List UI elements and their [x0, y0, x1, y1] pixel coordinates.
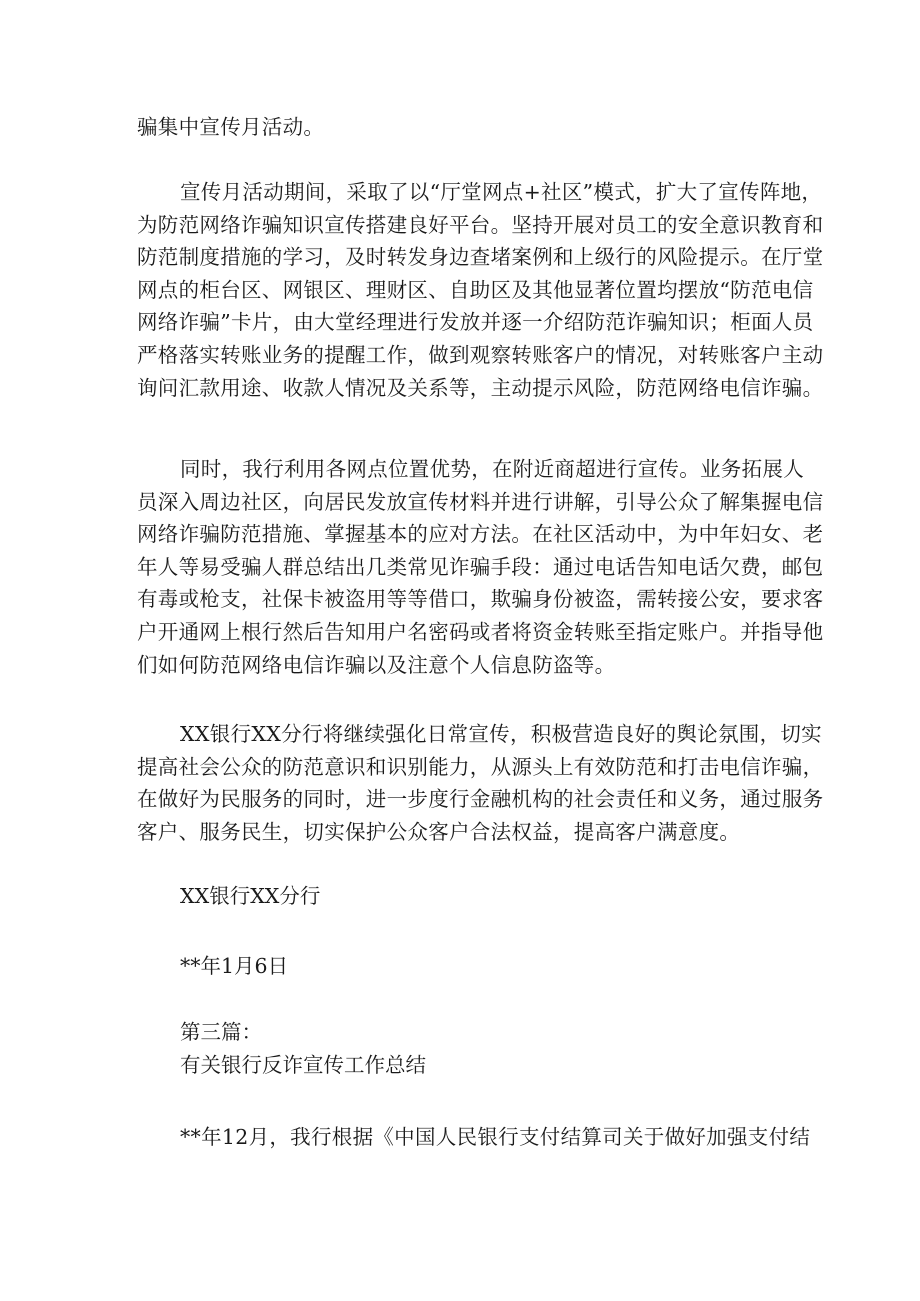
paragraph-line: 同时，我行利用各网点位置优势，在附近商超进行宣传。业务拓展人: [180, 457, 804, 481]
paragraph-line: 年人等易受骗人群总结出几类常见诈骗手段：通过电话告知电话欠费，邮包: [137, 554, 824, 579]
paragraph-conclusion: [137, 718, 824, 848]
paragraph-next-section: [137, 1121, 811, 1154]
paragraph-line: 户开通网上根行然后告知用户名密码或者将资金转账至指定账户。并指导他: [137, 619, 824, 644]
paragraph-community-outreach: [137, 453, 824, 681]
paragraph-line: 骗集中宣传月活动。: [137, 115, 325, 139]
section-title: 有关银行反诈宣传工作总结: [180, 1053, 426, 1077]
paragraph-line: 询问汇款用途、收款人情况及关系等，主动提示风险，防范网络电信诈骗。: [137, 375, 824, 400]
paragraph-line: 网络诈骗防范措施、掌握基本的应对方法。在社区活动中，为中年妇女、老: [137, 522, 824, 547]
paragraph-line: 严格落实转账业务的提醒工作，做到观察转账客户的情况，对转账客户主动: [137, 342, 824, 367]
paragraph-line: 网络诈骗”卡片，由大堂经理进行发放并逐一介绍防范诈骗知识；柜面人员: [137, 310, 814, 335]
paragraph-line: 客户、服务民生，切实保护公众客户合法权益，提高客户满意度。: [137, 819, 741, 844]
section-label: 第三篇：: [180, 1020, 262, 1044]
signature-date: **年1月6日: [180, 954, 289, 978]
paragraph-line: 防范制度措施的学习，及时转发身边查堵案例和上级行的风险提示。在厅堂: [137, 245, 824, 270]
paragraph-line: 为防范网络诈骗知识宣传搭建良好平台。坚持开展对员工的安全意识教育和: [137, 212, 824, 237]
paragraph-line: 宣传月活动期间，采取了以“厅堂网点+社区”模式，扩大了宣传阵地，: [180, 180, 823, 204]
intro-tail-paragraph: [137, 111, 797, 144]
paragraph-line: 网点的柜台区、网银区、理财区、自助区及其他显著位置均摆放“防范电信: [137, 277, 814, 302]
paragraph-publicity-month: [137, 176, 824, 404]
paragraph-line: **年12月，我行根据《中国人民银行支付结算司关于做好加强支付结: [180, 1125, 811, 1149]
paragraph-line: XX银行XX分行将继续强化日常宣传，积极营造良好的舆论氛围，切实: [180, 722, 822, 746]
paragraph-line: 员深入周边社区，向居民发放宣传材料并进行讲解，引导公众了解集握电信: [137, 489, 824, 514]
paragraph-line: 在做好为民服务的同时，进一步度行金融机构的社会责任和义务，通过服务: [137, 787, 824, 812]
signature-organization: XX银行XX分行: [180, 884, 321, 908]
paragraph-line: 有毒或枪支，社保卡被盗用等等借口，欺骗身份被盗，需转接公安，要求客: [137, 587, 824, 612]
paragraph-line: 提高社会公众的防范意识和识别能力，从源头上有效防范和打击电信诈骗，: [137, 754, 824, 779]
paragraph-line: 们如何防范网络电信诈骗以及注意个人信息防盗等。: [137, 652, 616, 677]
